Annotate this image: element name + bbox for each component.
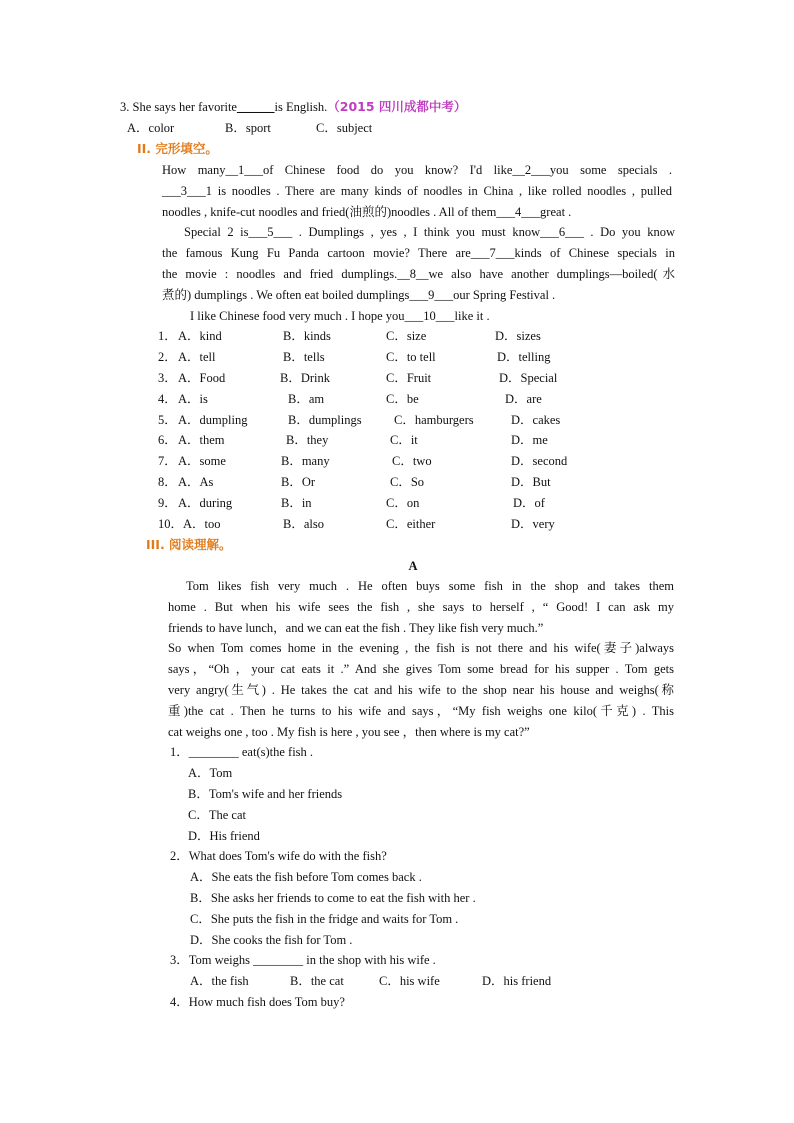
reading-line-3: friends to have lunch，and we can eat the fish . They like fish very much.” [168, 621, 544, 635]
cloze-option-a: A．As [178, 475, 214, 489]
cloze-q-number: 7． [158, 454, 177, 468]
reading-q3-option-a: A．the fish [190, 974, 249, 988]
cloze-option-a: A．too [183, 517, 221, 531]
reading-q1-option-d: D．His friend [188, 829, 260, 843]
reading-q2-option-d: D．She cooks the fish for Tom . [190, 933, 353, 947]
cloze-q-number: 9． [158, 496, 177, 510]
q3-option-c: C．subject [316, 121, 373, 135]
cloze-line-6: the movie : noodles and fried dumplings.__8__we also have another dumplings—boiled(水 [162, 267, 675, 281]
cloze-option-c: C．to tell [386, 350, 436, 364]
cloze-line-1: How many__1___of Chinese food do you know? I'd like__2___you some specials . [162, 163, 672, 177]
cloze-option-a: A．is [178, 392, 208, 406]
reading-line-8: cat weighs one , too . My fish is here , you see ，then where is my cat?” [168, 725, 530, 739]
reading-q1-option-b: B．Tom's wife and her friends [188, 787, 343, 801]
cloze-option-c: C．it [390, 433, 418, 447]
cloze-line-2: ___3___1 is noodles . There are many kinds of noodles in China , like rolled noodles , pulled [162, 184, 672, 198]
cloze-q-number: 10． [158, 517, 184, 531]
cloze-option-a: A．them [178, 433, 225, 447]
exam-source: （2015 四川成都中考） [327, 99, 467, 114]
cloze-line-3: noodles , knife-cut noodles and fried(油煎的)noodles . All of them___4___great . [162, 205, 572, 219]
cloze-option-c: C．hamburgers [394, 413, 474, 427]
cloze-option-d: D．me [511, 433, 548, 447]
cloze-option-c: C．either [386, 517, 436, 531]
cloze-option-a: A．during [178, 496, 233, 510]
cloze-option-b: B．am [288, 392, 325, 406]
cloze-option-c: C．So [390, 475, 425, 489]
cloze-option-c: C．on [386, 496, 420, 510]
reading-line-7: 重)the cat . Then he turns to his wife and says，“My fish weighs one kilo(千克) . This [168, 704, 674, 718]
section-2-heading: II. 完形填空。 [137, 141, 218, 156]
cloze-option-d: D．But [511, 475, 551, 489]
q3-option-a: A．color [127, 121, 175, 135]
reading-q2-option-c: C．She puts the fish in the fridge and waits for Tom . [190, 912, 459, 926]
cloze-line-5: the famous Kung Fu Panda cartoon movie? There are___7___kinds of Chinese specials in [162, 246, 675, 260]
cloze-q-number: 5． [158, 413, 177, 427]
section-3-heading: III. 阅读理解。 [146, 537, 232, 552]
cloze-option-d: D．second [511, 454, 568, 468]
cloze-option-a: A．kind [178, 329, 222, 343]
reading-line-5: says，“Oh ，your cat eats it .” And she gives Tom some bread for his supper . Tom gets [168, 662, 674, 676]
cloze-option-d: D．very [511, 517, 555, 531]
reading-q3-option-d: D．his friend [482, 974, 552, 988]
cloze-option-b: B．Drink [280, 371, 331, 385]
cloze-option-c: C．size [386, 329, 427, 343]
cloze-option-a: A．dumpling [178, 413, 248, 427]
reading-q4-stem: 4．How much fish does Tom buy? [170, 995, 345, 1009]
cloze-option-d: D．sizes [495, 329, 541, 343]
cloze-option-d: D．cakes [511, 413, 561, 427]
reading-q1-stem: 1．________ eat(s)the fish . [170, 745, 314, 759]
cloze-q-number: 3． [158, 371, 177, 385]
cloze-option-b: B．many [281, 454, 330, 468]
cloze-option-c: C．be [386, 392, 419, 406]
cloze-option-d: D．telling [497, 350, 551, 364]
reading-q1-option-c: C．The cat [188, 808, 246, 822]
reading-line-4: So when Tom comes home in the evening , the fish is not there and his wife(妻子)always [168, 641, 674, 655]
reading-q2-option-a: A．She eats the fish before Tom comes back . [190, 870, 422, 884]
reading-q1-option-a: A．Tom [188, 766, 233, 780]
reading-line-2: home . But when his wife sees the fish , she says to herself , “ Good! I can ask my [168, 600, 674, 614]
reading-line-1: Tom likes fish very much . He often buys some fish in the shop and takes them [186, 579, 674, 593]
cloze-option-b: B．tells [283, 350, 325, 364]
cloze-q-number: 2． [158, 350, 177, 364]
cloze-option-b: B．also [283, 517, 324, 531]
cloze-option-c: C．Fruit [386, 371, 432, 385]
cloze-option-d: D．of [513, 496, 545, 510]
cloze-option-a: A．some [178, 454, 226, 468]
reading-q2-stem: 2．What does Tom's wife do with the fish? [170, 849, 387, 863]
question-3-stem: 3. She says her favorite______is English.（2015 四川成都中考） [120, 99, 467, 114]
cloze-option-b: B．dumplings [288, 413, 362, 427]
cloze-line-4: Special 2 is___5___ . Dumplings , yes , I think you must know___6___ . Do you know [184, 225, 675, 239]
reading-q2-option-b: B．She asks her friends to come to eat the fish with her . [190, 891, 476, 905]
cloze-q-number: 4． [158, 392, 177, 406]
cloze-q-number: 6． [158, 433, 177, 447]
cloze-option-a: A．Food [178, 371, 226, 385]
cloze-q-number: 8． [158, 475, 177, 489]
q3-option-b: B．sport [225, 121, 271, 135]
cloze-option-b: B．they [286, 433, 329, 447]
reading-q3-option-b: B．the cat [290, 974, 344, 988]
cloze-option-a: A．tell [178, 350, 216, 364]
reading-q3-stem: 3．Tom weighs ________ in the shop with his wife . [170, 953, 436, 967]
cloze-option-d: D．Special [499, 371, 558, 385]
cloze-line-7: 煮的) dumplings . We often eat boiled dumplings___9___our Spring Festival . [162, 288, 556, 302]
reading-line-6: very angry(生气) . He takes the cat and his wife to the shop near his house and weighs(称 [168, 683, 674, 697]
cloze-option-b: B．in [281, 496, 312, 510]
cloze-option-b: B．kinds [283, 329, 331, 343]
reading-q3-option-c: C．his wife [379, 974, 440, 988]
cloze-line-8: I like Chinese food very much . I hope you___10___like it . [190, 309, 490, 323]
cloze-option-b: B．Or [281, 475, 316, 489]
cloze-option-d: D．are [505, 392, 542, 406]
cloze-option-c: C．two [392, 454, 432, 468]
cloze-q-number: 1． [158, 329, 177, 343]
passage-title: A [408, 559, 418, 573]
